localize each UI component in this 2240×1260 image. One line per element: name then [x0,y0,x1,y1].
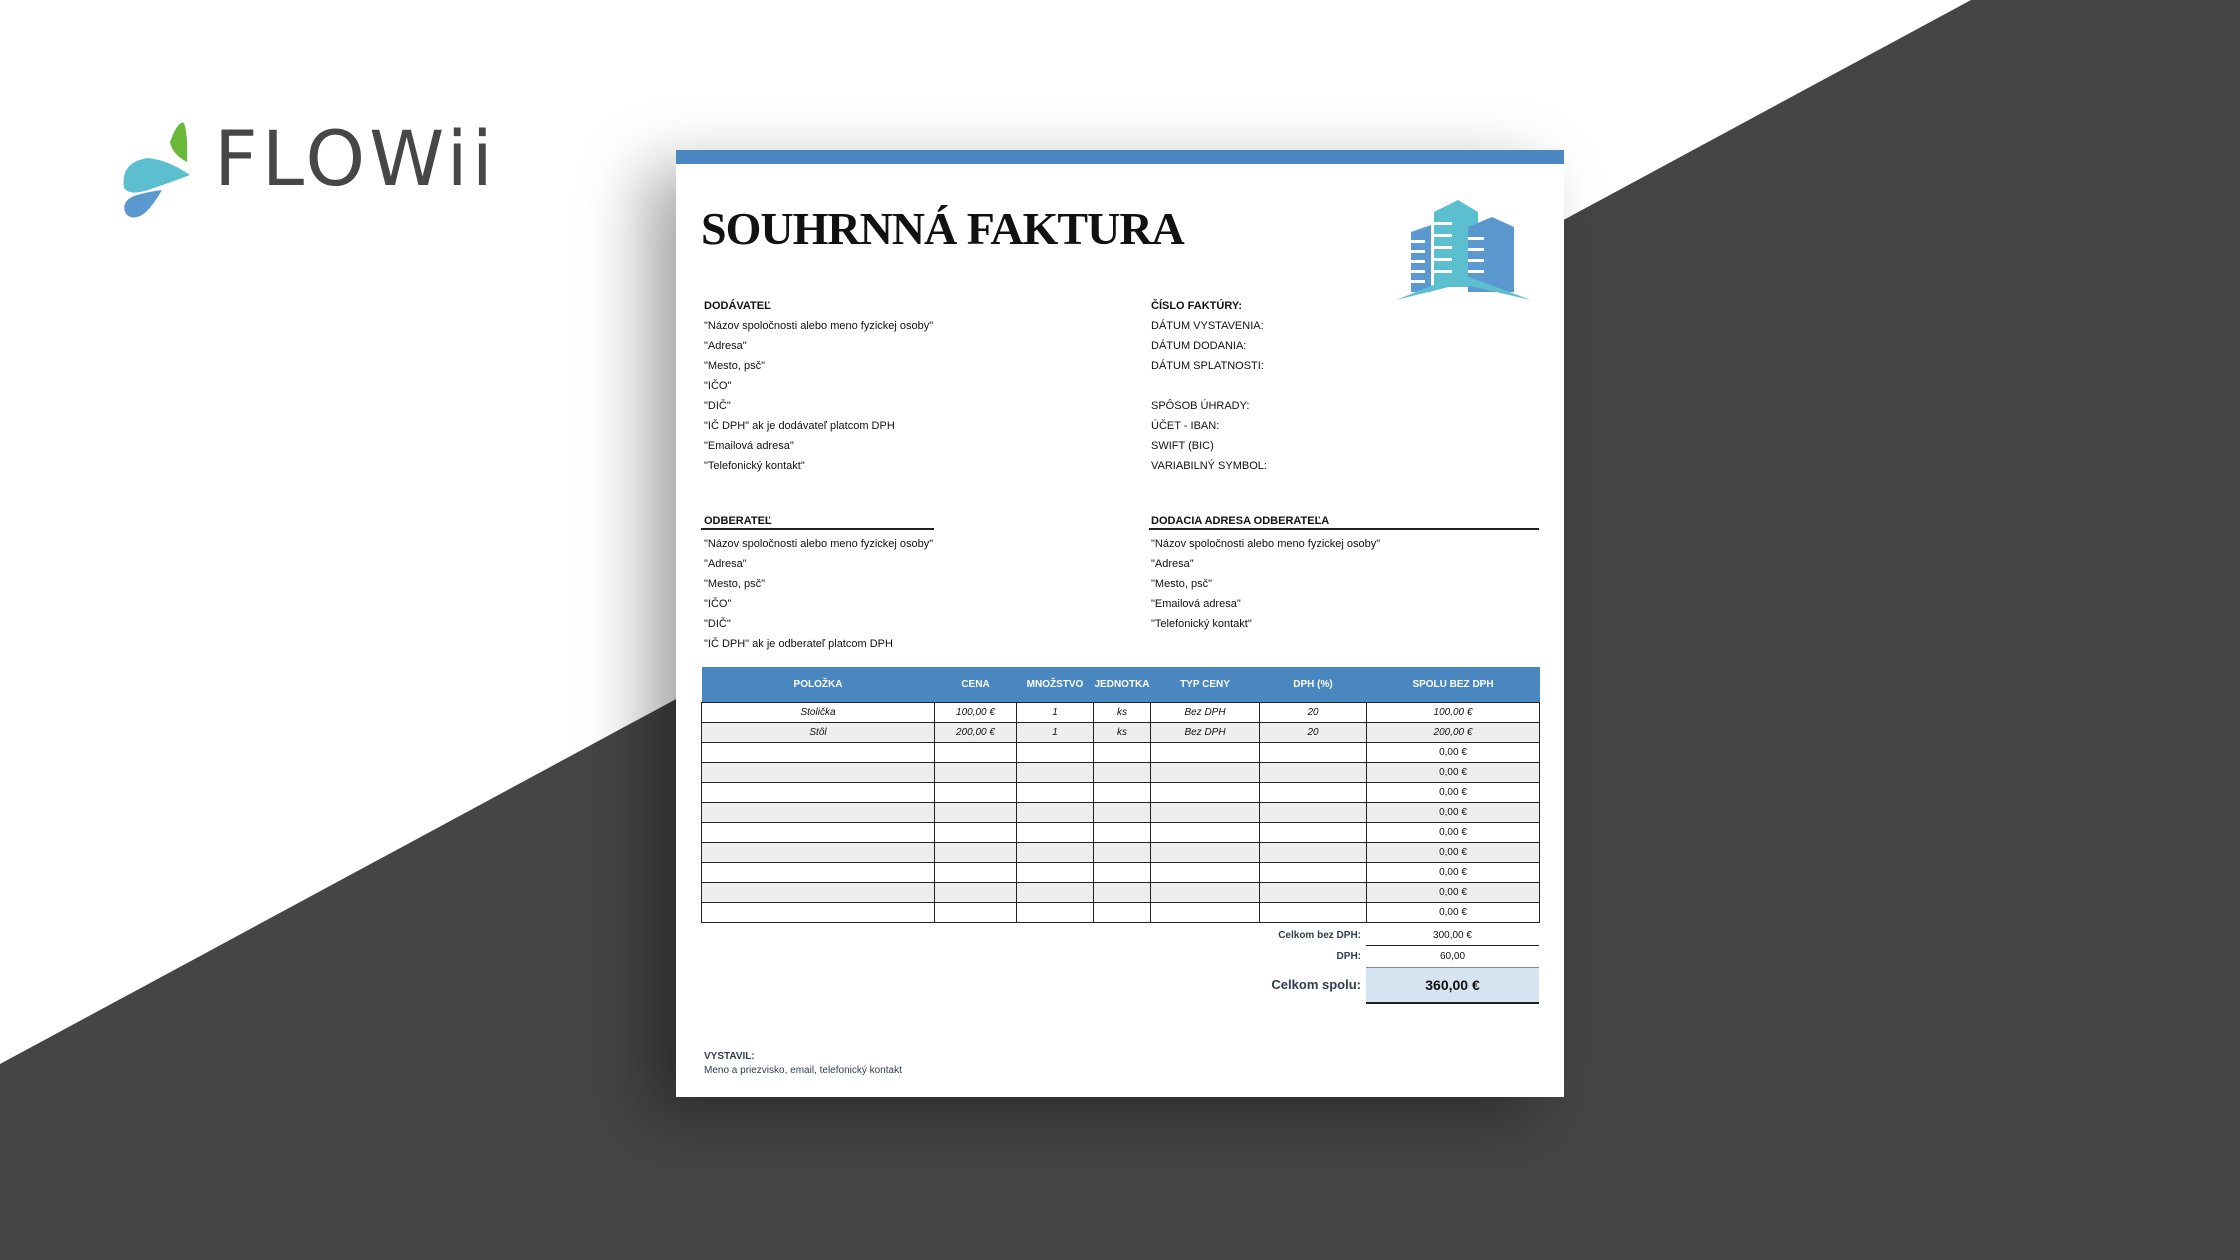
table-cell[interactable]: 0,00 € [1367,882,1540,902]
table-cell[interactable] [1017,782,1094,802]
table-cell[interactable] [1094,782,1151,802]
info-line: "Názov spoločnosti alebo meno fyzickej osoby" [704,538,934,550]
table-cell[interactable] [1151,742,1260,762]
table-cell[interactable] [935,822,1017,842]
table-cell[interactable] [1151,882,1260,902]
table-cell[interactable] [1094,902,1151,922]
table-cell[interactable] [935,862,1017,882]
table-cell[interactable] [1094,762,1151,782]
table-cell[interactable] [1151,822,1260,842]
table-cell[interactable] [1094,862,1151,882]
table-cell[interactable] [935,902,1017,922]
column-header: TYP CENY [1151,667,1260,702]
info-line: "Adresa" [704,558,747,570]
table-cell[interactable]: 0,00 € [1367,782,1540,802]
info-line: "Mesto, psč" [1151,578,1212,590]
table-cell[interactable] [702,762,935,782]
table-cell[interactable]: Bez DPH [1151,722,1260,742]
table-cell[interactable]: Stolička [702,702,935,722]
table-cell[interactable]: 0,00 € [1367,842,1540,862]
info-line: "Emailová adresa" [704,440,794,452]
info-line: "Názov spoločnosti alebo meno fyzickej osoby" [1151,538,1381,550]
table-cell[interactable]: 20 [1260,702,1367,722]
table-cell[interactable]: Bez DPH [1151,702,1260,722]
table-cell[interactable] [1260,822,1367,842]
table-cell[interactable] [1151,782,1260,802]
table-row [702,782,1540,802]
table-cell[interactable] [1260,782,1367,802]
table-row [702,742,1540,762]
table-cell[interactable]: 1 [1017,702,1094,722]
table-cell[interactable]: 0,00 € [1367,902,1540,922]
table-cell[interactable] [1260,762,1367,782]
info-line: "Adresa" [704,340,747,352]
info-line: "Mesto, psč" [704,578,765,590]
issued-by-label: VYSTAVIL: [704,1051,755,1062]
divider [701,528,934,530]
table-cell[interactable]: 200,00 € [935,722,1017,742]
invoice-number-label: ČÍSLO FAKTÚRY: [1151,300,1243,312]
table-cell[interactable] [1094,822,1151,842]
date-label: DÁTUM DODANIA: [1151,340,1247,352]
table-cell[interactable] [1260,902,1367,922]
table-cell[interactable]: Stôl [702,722,935,742]
table-cell[interactable] [702,862,935,882]
table-row [702,762,1540,782]
table-cell[interactable] [1151,842,1260,862]
info-line: "IČO" [704,380,732,392]
info-line: "Telefonický kontakt" [704,460,805,472]
issued-by-text: Meno a priezvisko, email, telefonický kontakt [704,1065,902,1076]
table-cell[interactable] [702,822,935,842]
info-line: "Mesto, psč" [704,360,765,372]
info-line: "IČO" [704,598,732,610]
flowii-logo [120,114,497,220]
vat-label: DPH: [1336,951,1361,962]
table-row [702,722,1540,742]
table-cell[interactable]: 20 [1260,722,1367,742]
subtotal-value: 300,00 € [1366,930,1539,946]
table-cell[interactable]: 100,00 € [935,702,1017,722]
items-table [701,667,1540,923]
table-cell[interactable] [1094,742,1151,762]
info-line: "IČ DPH" ak je dodávateľ platcom DPH [704,420,895,432]
table-cell[interactable] [1260,882,1367,902]
table-cell[interactable]: 0,00 € [1367,762,1540,782]
total-value: 360,00 € [1366,967,1539,1004]
table-cell[interactable] [702,882,935,902]
table-cell[interactable] [1094,882,1151,902]
building-icon [1396,192,1531,302]
table-cell[interactable] [935,802,1017,822]
table-cell[interactable] [702,902,935,922]
info-line: "Emailová adresa" [1151,598,1241,610]
table-cell[interactable] [1017,762,1094,782]
info-line: "DIČ" [704,618,731,630]
table-cell[interactable]: 0,00 € [1367,862,1540,882]
info-line: "DIČ" [704,400,731,412]
table-cell[interactable] [1260,802,1367,822]
table-cell[interactable] [1017,862,1094,882]
customer-heading: ODBERATEĽ [704,515,772,527]
table-cell[interactable] [935,782,1017,802]
table-cell[interactable]: 200,00 € [1367,722,1540,742]
payment-label: ÚČET - IBAN: [1151,420,1220,432]
table-cell[interactable] [702,742,935,762]
table-row [702,822,1540,842]
accent-bar [676,150,1564,164]
table-cell[interactable] [1094,802,1151,822]
table-cell[interactable]: 1 [1017,722,1094,742]
column-header: JEDNOTKA [1094,667,1151,702]
info-line: "Názov spoločnosti alebo meno fyzickej osoby" [704,320,934,332]
table-cell[interactable]: 0,00 € [1367,822,1540,842]
table-cell[interactable] [1017,842,1094,862]
invoice-page [676,150,1564,1097]
table-cell[interactable] [1017,882,1094,902]
table-cell[interactable] [702,842,935,862]
supplier-heading: DODÁVATEĽ [704,300,771,312]
table-cell[interactable] [935,882,1017,902]
table-cell[interactable] [1094,842,1151,862]
table-cell[interactable]: ks [1094,702,1151,722]
table-cell[interactable] [935,762,1017,782]
table-cell[interactable]: 0,00 € [1367,802,1540,822]
table-cell[interactable] [935,742,1017,762]
info-line: "Telefonický kontakt" [1151,618,1252,630]
column-header: MNOŽSTVO [1017,667,1094,702]
table-row [702,902,1540,922]
column-header: SPOLU BEZ DPH [1367,667,1540,702]
payment-label: SPÔSOB ÚHRADY: [1151,400,1250,412]
column-header: DPH (%) [1260,667,1367,702]
table-cell[interactable] [1151,902,1260,922]
table-cell[interactable] [1151,802,1260,822]
column-header: POLOŽKA [702,667,935,702]
total-label: Celkom spolu: [1271,977,1361,992]
table-cell[interactable] [702,782,935,802]
divider [1149,528,1539,530]
table-cell[interactable] [1017,802,1094,822]
delivery-heading: DODACIA ADRESA ODBERATEĽA [1151,515,1330,527]
payment-label: VARIABILNÝ SYMBOL: [1151,460,1267,472]
brand-name: FLOWii [214,114,497,203]
table-cell[interactable] [1017,902,1094,922]
subtotal-label: Celkom bez DPH: [1278,930,1361,941]
table-cell[interactable] [1260,862,1367,882]
vat-value: 60,00 [1439,951,1466,962]
column-header: CENA [935,667,1017,702]
droplets-icon [120,120,210,220]
payment-label: SWIFT (BIC) [1151,440,1214,452]
table-cell[interactable] [1151,762,1260,782]
table-row [702,702,1540,722]
table-cell[interactable]: ks [1094,722,1151,742]
table-row [702,802,1540,822]
table-row [702,882,1540,902]
info-line: "IČ DPH" ak je odberateľ platcom DPH [704,638,893,650]
table-cell[interactable] [1260,742,1367,762]
table-row [702,842,1540,862]
table-cell[interactable] [1260,842,1367,862]
date-label: DÁTUM VYSTAVENIA: [1151,320,1264,332]
table-cell[interactable] [1017,742,1094,762]
table-cell[interactable] [1151,862,1260,882]
info-line: "Adresa" [1151,558,1194,570]
table-cell[interactable] [1017,822,1094,842]
invoice-title: SOUHRNNÁ FAKTURA [701,203,1184,254]
table-cell[interactable] [935,842,1017,862]
table-cell[interactable]: 0,00 € [1367,742,1540,762]
date-label: DÁTUM SPLATNOSTI: [1151,360,1264,372]
table-cell[interactable]: 100,00 € [1367,702,1540,722]
table-row [702,862,1540,882]
table-cell[interactable] [702,802,935,822]
